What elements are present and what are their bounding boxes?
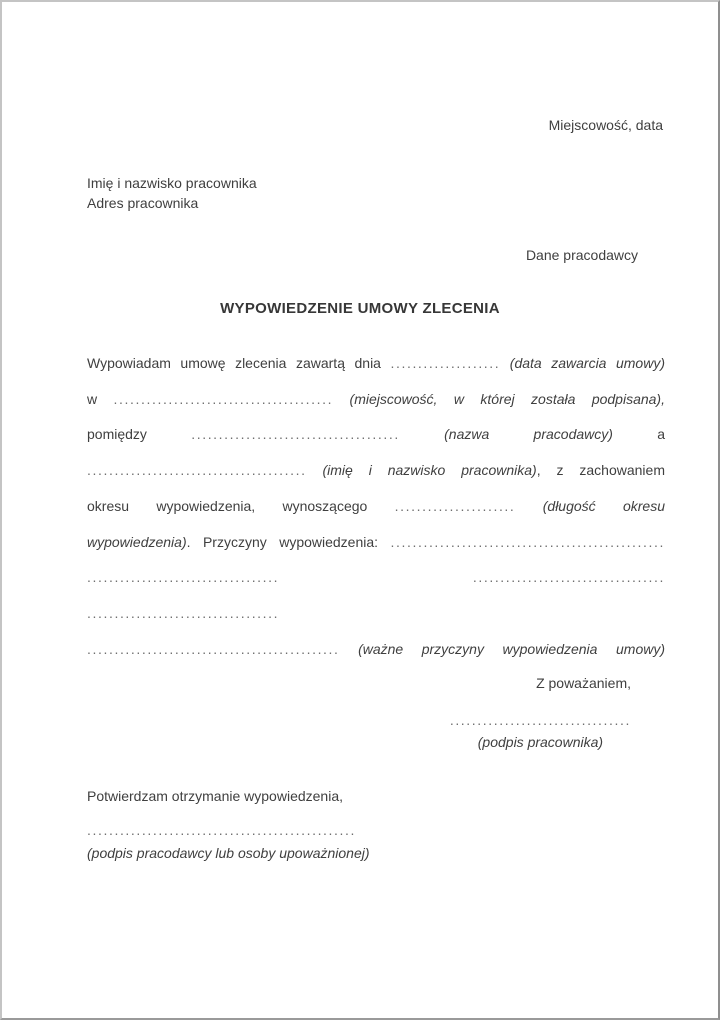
field-hint-italic: (miejscowość, w której została podpisana), bbox=[333, 390, 665, 407]
body-text: w bbox=[87, 390, 114, 407]
field-hint-italic: (data zawarcia umowy) bbox=[500, 355, 665, 371]
body-paragraph bbox=[87, 346, 665, 667]
dotted-blank-field: .................... bbox=[390, 355, 501, 371]
dotted-blank-field: .................................................. bbox=[390, 533, 665, 550]
field-hint-italic: (ważne przyczyny wypowiedzenia umowy) bbox=[339, 640, 665, 657]
dotted-blank-field: ........................................ bbox=[113, 390, 334, 407]
signature-dotted-line: ................................. bbox=[449, 712, 631, 728]
field-hint-italic: (nazwa pracodawcy) bbox=[399, 426, 613, 443]
employee-address-label: Adres pracownika bbox=[87, 195, 199, 211]
place-date-label: Miejscowość, data bbox=[548, 117, 663, 133]
employee-block bbox=[87, 173, 257, 213]
body-text: Wypowiadam umowę zlecenia zawartą dnia bbox=[87, 355, 391, 371]
dotted-blank-field: ................................... ................................... ................................... bbox=[87, 569, 665, 621]
body-text: a bbox=[612, 426, 665, 443]
employee-name-label: Imię i nazwisko pracownika bbox=[87, 175, 257, 191]
body-text: . Przyczyny wypowiedzenia: bbox=[186, 533, 391, 550]
field-hint-italic: (długość okresu bbox=[515, 497, 665, 514]
body-line-3 bbox=[87, 417, 665, 453]
confirmation-statement: Potwierdzam otrzymanie wypowiedzenia, bbox=[87, 788, 343, 804]
dotted-blank-field: ...................................... bbox=[191, 426, 400, 443]
signature-caption: (podpis pracodawcy lub osoby upoważnionej) bbox=[87, 845, 370, 861]
employee-signature-block bbox=[450, 709, 631, 753]
body-text: pomiędzy bbox=[87, 426, 192, 443]
signature-dotted-line: ................................................. bbox=[87, 822, 356, 838]
dotted-blank-field: .............................................. bbox=[87, 640, 340, 657]
field-hint-italic: wypowiedzenia) bbox=[87, 533, 187, 550]
body-text: okresu wypowiedzenia, wynoszącego bbox=[87, 497, 395, 514]
employer-data-label: Dane pracodawcy bbox=[525, 247, 638, 263]
employer-signature-block bbox=[87, 819, 370, 865]
body-line-2 bbox=[87, 382, 665, 418]
body-line-4 bbox=[87, 453, 665, 489]
body-line-8 bbox=[87, 632, 665, 668]
dotted-blank-field: ........................................ bbox=[87, 462, 307, 479]
body-line-1 bbox=[87, 346, 665, 382]
body-text: , z zachowaniem bbox=[536, 462, 665, 479]
body-line-6 bbox=[87, 525, 665, 561]
document-title: WYPOWIEDZENIE UMOWY ZLECENIA bbox=[220, 300, 500, 317]
body-line-5 bbox=[87, 489, 665, 525]
body-line-7 bbox=[87, 560, 665, 631]
closing-salutation: Z poważaniem, bbox=[536, 675, 631, 691]
field-hint-italic: (imię i nazwisko pracownika) bbox=[306, 462, 537, 479]
signature-caption: (podpis pracownika) bbox=[477, 734, 604, 750]
dotted-blank-field: ...................... bbox=[394, 497, 516, 514]
